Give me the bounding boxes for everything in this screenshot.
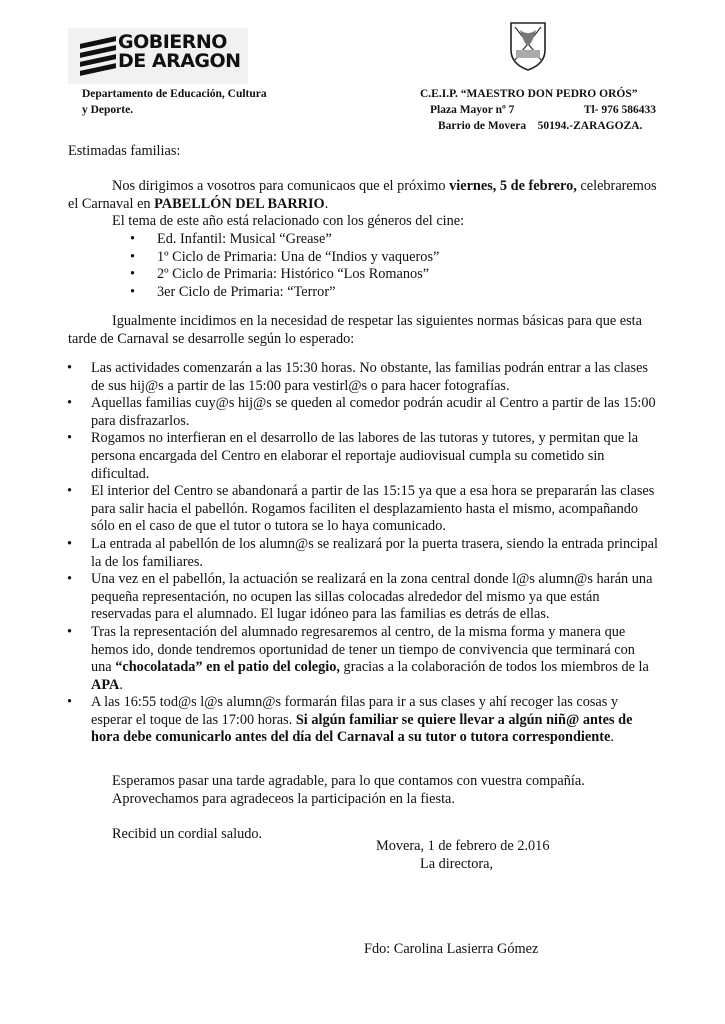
closing-line-2: Aprovechamos para agradeceos la participación en la fiesta. <box>112 790 455 807</box>
rule-item: • Rogamos no interfieran en el desarrollo de las labores de las tutoras y tutores, y permitan que la persona encargada del Centro en elaborar el reportaje audiovisual cumpla su cometido sin dificultad. <box>68 430 658 483</box>
genre-list <box>130 231 439 301</box>
signature-name: Fdo: Carolina Lasierra Gómez <box>364 941 539 957</box>
list-item: • Ed. Infantil: Musical “Grease” <box>130 231 439 249</box>
closing-paragraph <box>112 773 672 844</box>
intro-paragraph <box>68 178 658 231</box>
intro-text-b: celebraremos el Carnaval en <box>68 178 657 212</box>
rule-item: • Tras la representación del alumnado regresaremos al centro, de la misma forma y manera que hemos ido, donde tendremos oportunidad de tener un tiempo de convivencia que terminará con una “chocolatada” en el patio del colegio, gracias a la colaboración de todos los miembros de la APA. <box>68 624 658 694</box>
pickup-notice: Si algún familiar se quiere llevar a algún niñ@ antes de hora debe comunicarlo antes del día del Carnaval a su tutor o tutora correspondiente <box>91 711 633 746</box>
department-info <box>82 86 267 118</box>
list-item: • 3er Ciclo de Primaria: “Terror” <box>130 284 439 302</box>
intro-theme: El tema de este año está relacionado con los géneros del cine: <box>112 213 465 230</box>
school-info <box>420 86 656 134</box>
greeting: Estimadas familias: <box>68 143 181 159</box>
rules-list <box>68 360 658 747</box>
intro-venue: PABELLÓN DEL BARRIO <box>154 195 325 212</box>
list-item: • 2º Ciclo de Primaria: Histórico “Los Romanos” <box>130 266 439 284</box>
school-crest-icon <box>508 20 548 72</box>
rule-item: • Aquellas familias cuy@s hij@s se queden al comedor podrán acudir al Centro a partir de las 15:00 para disfrazarlos. <box>68 395 658 430</box>
logo-line-2: DE ARAGON <box>118 50 241 72</box>
logo-line-1: GOBIERNO <box>118 31 227 53</box>
closing-salutation: Recibid un cordial saludo. <box>112 826 263 843</box>
intro-text-c: . <box>324 195 329 212</box>
department-line-1: Departamento de Educación, Cultura <box>82 88 267 100</box>
signature-role: La directora, <box>420 856 494 872</box>
norms-intro: Igualmente incidimos en la necesidad de respetar las siguientes normas básicas para que esta tarde de Carnaval se desarrolle según lo esperado: <box>68 313 642 347</box>
chocolatada-highlight: “chocolatada” en el patio del colegio, <box>115 659 340 676</box>
rule-item: • Una vez en el pabellón, la actuación se realizará en la zona central donde l@s alumn@s harán una pequeña representación, no ocupen las sillas colocadas alrededor del mismo ya que están reservadas para el alumnado. El lugar idóneo para las familias es detrás de ellas. <box>68 571 658 624</box>
school-district: Barrio de Movera 50194.-ZARAGOZA. <box>438 120 643 132</box>
rule-item: • El interior del Centro se abandonará a partir de las 15:15 ya que a esa hora se prepararán las clases para salir hacia el pabellón. Rogamos faciliten el desplazamiento hasta el mismo, acompañando sólo en el caso de que el tutor o tutora se lo haya comunicado. <box>68 483 658 536</box>
list-item: • 1º Ciclo de Primaria: Una de “Indios y vaqueros” <box>130 249 439 267</box>
intro-text-a: Nos dirigimos a vosotros para comunicaos que el próximo <box>112 178 450 194</box>
rule-item: • A las 16:55 tod@s l@s alumn@s formarán filas para ir a sus clases y ahí recoger las cosas y esperar el toque de las 17:00 horas. Si algún familiar se quiere llevar a algún niñ@ antes de hora debe comunicarlo antes del día del Carnaval a su tutor o tutora correspondiente. <box>68 694 658 747</box>
rule-item: • La entrada al pabellón de los alumn@s se realizará por la puerta trasera, siendo la entrada principal la de los familiares. <box>68 536 658 571</box>
apa-highlight: APA <box>91 676 120 693</box>
gobierno-aragon-logo <box>68 28 248 84</box>
school-name: C.E.I.P. “MAESTRO DON PEDRO ORÓS” <box>420 88 638 100</box>
school-address: Plaza Mayor nº 7 <box>430 104 515 116</box>
closing-line-1: Esperamos pasar una tarde agradable, para lo que contamos con vuestra compañía. <box>112 773 585 789</box>
signature-date: Movera, 1 de febrero de 2.016 <box>376 838 550 854</box>
department-line-2: y Deporte. <box>82 104 134 116</box>
aragon-flag-icon <box>80 36 116 76</box>
intro-date: viernes, 5 de febrero, <box>449 178 577 194</box>
school-phone: Tl- 976 586433 <box>583 104 656 116</box>
rule-item: • Las actividades comenzarán a las 15:30 horas. No obstante, las familias podrán entrar a las clases de sus hij@s a partir de las 15:00 para vestirl@s o para hacer fotografías. <box>68 360 658 395</box>
